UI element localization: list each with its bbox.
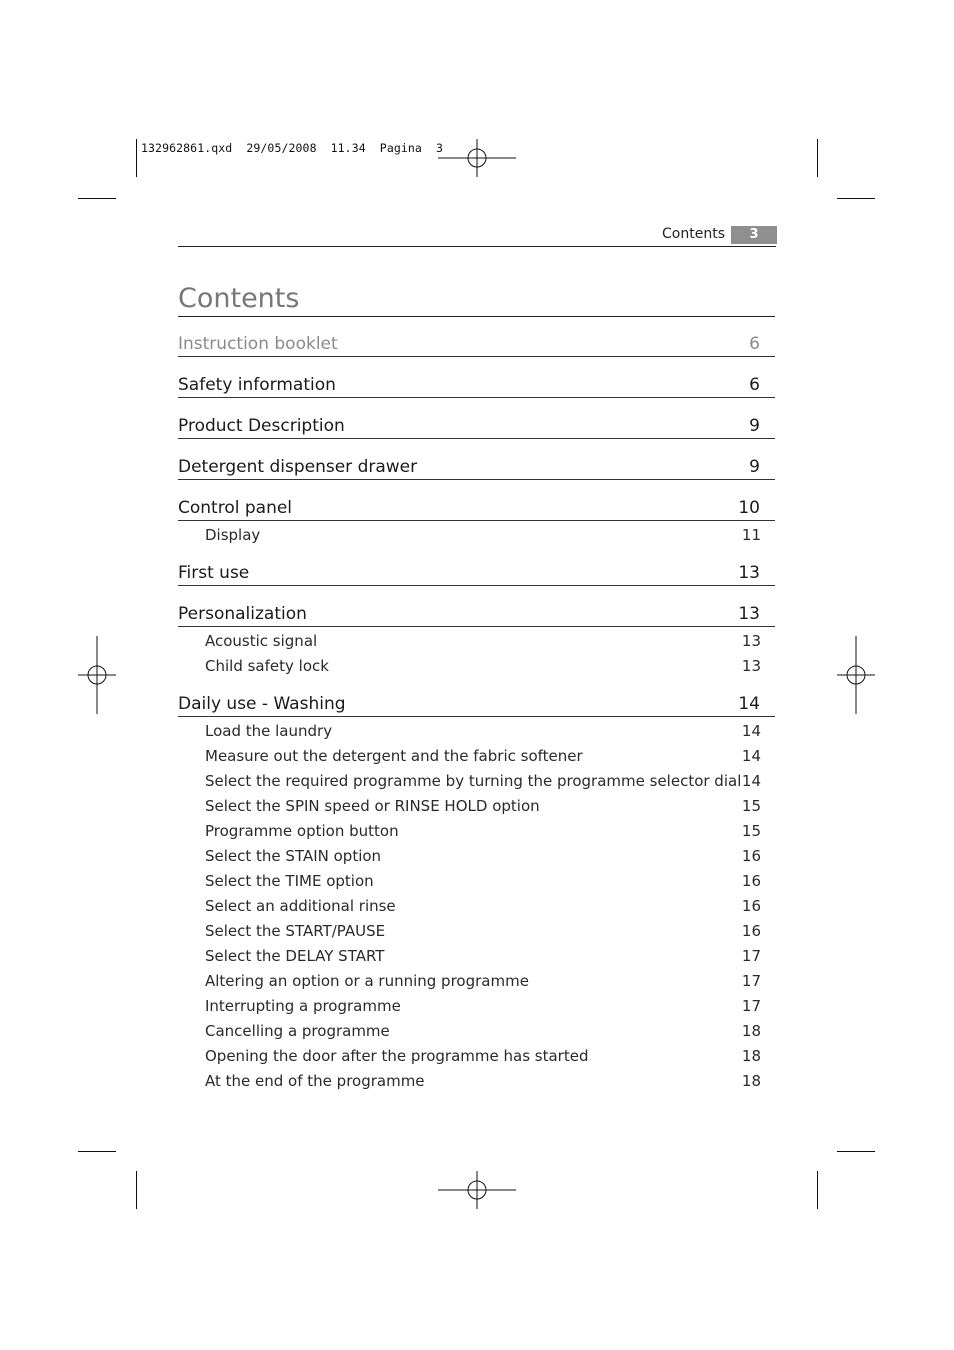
crop-mark-bottom-right-horizontal bbox=[837, 1151, 875, 1152]
toc-subsection-title: Select the DELAY START bbox=[205, 947, 385, 965]
page-number-badge: 3 bbox=[731, 226, 777, 244]
title-rule bbox=[178, 316, 775, 317]
toc-subsection-page: 17 bbox=[741, 947, 761, 965]
toc-section-page: 13 bbox=[738, 604, 760, 624]
toc-subsection-page: 14 bbox=[741, 772, 761, 790]
toc-section[interactable] bbox=[178, 494, 775, 520]
toc-section-rule bbox=[178, 626, 775, 627]
print-slug: 132962861.qxd 29/05/2008 11.34 Pagina 3 bbox=[141, 141, 444, 155]
toc-subsection-page: 11 bbox=[741, 526, 761, 544]
toc-subsection-title: Select the STAIN option bbox=[205, 847, 382, 865]
toc-section-page: 10 bbox=[738, 498, 760, 518]
toc-subsection-title: Child safety lock bbox=[205, 657, 329, 675]
page-title: Contents bbox=[178, 283, 300, 314]
toc-subsection[interactable] bbox=[205, 897, 761, 917]
crop-mark-bottom-left-vertical bbox=[136, 1171, 137, 1209]
toc-subsection-title: Altering an option or a running programme bbox=[205, 972, 529, 990]
registration-mark-right bbox=[817, 636, 895, 714]
toc-subsection-title: Measure out the detergent and the fabric softener bbox=[205, 747, 583, 765]
toc-subsection[interactable] bbox=[205, 657, 761, 677]
toc-subsection-title: Interrupting a programme bbox=[205, 997, 401, 1015]
toc-subsection-page: 14 bbox=[741, 722, 761, 740]
toc-subsection[interactable] bbox=[205, 1072, 761, 1092]
toc-subsection[interactable] bbox=[205, 872, 761, 892]
toc-subsection[interactable] bbox=[205, 772, 761, 792]
toc-subsection-title: Acoustic signal bbox=[205, 632, 318, 650]
crop-mark-bottom-left-horizontal bbox=[78, 1151, 116, 1152]
toc-section-page: 14 bbox=[738, 694, 760, 714]
toc-section-title: First use bbox=[178, 563, 250, 583]
toc-section[interactable] bbox=[178, 371, 775, 397]
toc-section-title: Detergent dispenser drawer bbox=[178, 457, 418, 477]
toc-section-page: 6 bbox=[749, 334, 760, 354]
toc-subsection-title: Programme option button bbox=[205, 822, 399, 840]
toc-subsection-title: At the end of the programme bbox=[205, 1072, 425, 1090]
toc-section-rule bbox=[178, 438, 775, 439]
toc-subsection[interactable] bbox=[205, 997, 761, 1017]
toc-section[interactable] bbox=[178, 600, 775, 626]
toc-section[interactable] bbox=[178, 559, 775, 585]
toc-section[interactable] bbox=[178, 412, 775, 438]
toc-subsection[interactable] bbox=[205, 822, 761, 842]
toc-subsection-page: 16 bbox=[741, 897, 761, 915]
toc-section-rule bbox=[178, 479, 775, 480]
toc-section-rule bbox=[178, 397, 775, 398]
crop-mark-bottom-right-vertical bbox=[817, 1171, 818, 1209]
toc-subsection-title: Select the START/PAUSE bbox=[205, 922, 386, 940]
crop-mark-top-right-vertical bbox=[817, 139, 818, 177]
toc-subsection-page: 16 bbox=[741, 847, 761, 865]
header-rule bbox=[178, 246, 776, 247]
toc-subsection-title: Select the TIME option bbox=[205, 872, 374, 890]
toc-section-rule bbox=[178, 520, 775, 521]
toc-subsection[interactable] bbox=[205, 632, 761, 652]
toc-subsection-title: Display bbox=[205, 526, 261, 544]
toc-subsection[interactable] bbox=[205, 847, 761, 867]
registration-mark-left bbox=[58, 636, 136, 714]
toc-section-title: Instruction booklet bbox=[178, 334, 338, 354]
toc-section-rule bbox=[178, 585, 775, 586]
toc-section-page: 13 bbox=[738, 563, 760, 583]
toc-section-title: Control panel bbox=[178, 498, 293, 518]
toc-subsection-page: 17 bbox=[741, 972, 761, 990]
toc-subsection-title: Cancelling a programme bbox=[205, 1022, 390, 1040]
toc-section-title: Safety information bbox=[178, 375, 336, 395]
toc-subsection-page: 15 bbox=[741, 797, 761, 815]
toc-subsection-title: Opening the door after the programme has started bbox=[205, 1047, 589, 1065]
toc-subsection-page: 18 bbox=[741, 1072, 761, 1090]
running-header-label: Contents bbox=[662, 226, 725, 242]
toc-subsection[interactable] bbox=[205, 747, 761, 767]
toc-subsection[interactable] bbox=[205, 1047, 761, 1067]
registration-mark-top bbox=[438, 119, 516, 197]
toc-subsection-page: 14 bbox=[741, 747, 761, 765]
toc-section-page: 9 bbox=[749, 416, 760, 436]
toc-section[interactable] bbox=[178, 330, 775, 356]
toc-section-title: Personalization bbox=[178, 604, 307, 624]
toc-subsection[interactable] bbox=[205, 1022, 761, 1042]
toc-section-rule bbox=[178, 716, 775, 717]
toc-section-page: 6 bbox=[749, 375, 760, 395]
toc-subsection[interactable] bbox=[205, 722, 761, 742]
toc-subsection-page: 16 bbox=[741, 922, 761, 940]
toc-subsection-page: 17 bbox=[741, 997, 761, 1015]
toc-subsection-title: Select an additional rinse bbox=[205, 897, 396, 915]
toc-subsection-page: 15 bbox=[741, 822, 761, 840]
toc-subsection[interactable] bbox=[205, 947, 761, 967]
toc-section[interactable] bbox=[178, 453, 775, 479]
toc-subsection-page: 18 bbox=[741, 1047, 761, 1065]
registration-mark-bottom bbox=[438, 1151, 516, 1229]
toc-subsection[interactable] bbox=[205, 797, 761, 817]
crop-mark-top-left-vertical bbox=[136, 139, 137, 177]
toc-subsection-page: 13 bbox=[741, 657, 761, 675]
toc-section-title: Daily use - Washing bbox=[178, 694, 346, 714]
toc-subsection-title: Select the required programme by turning the programme selector dial bbox=[205, 772, 742, 790]
toc-subsection[interactable] bbox=[205, 972, 761, 992]
toc-subsection-page: 13 bbox=[741, 632, 761, 650]
toc-section-title: Product Description bbox=[178, 416, 345, 436]
toc-section-page: 9 bbox=[749, 457, 760, 477]
toc-section[interactable] bbox=[178, 690, 775, 716]
toc-subsection-page: 16 bbox=[741, 872, 761, 890]
toc-subsection[interactable] bbox=[205, 526, 761, 546]
toc-section-rule bbox=[178, 356, 775, 357]
toc-subsection-title: Select the SPIN speed or RINSE HOLD option bbox=[205, 797, 540, 815]
crop-mark-top-left-horizontal bbox=[78, 198, 116, 199]
toc-subsection-page: 18 bbox=[741, 1022, 761, 1040]
toc-subsection-title: Load the laundry bbox=[205, 722, 333, 740]
crop-mark-top-right-horizontal bbox=[837, 198, 875, 199]
toc-subsection[interactable] bbox=[205, 922, 761, 942]
